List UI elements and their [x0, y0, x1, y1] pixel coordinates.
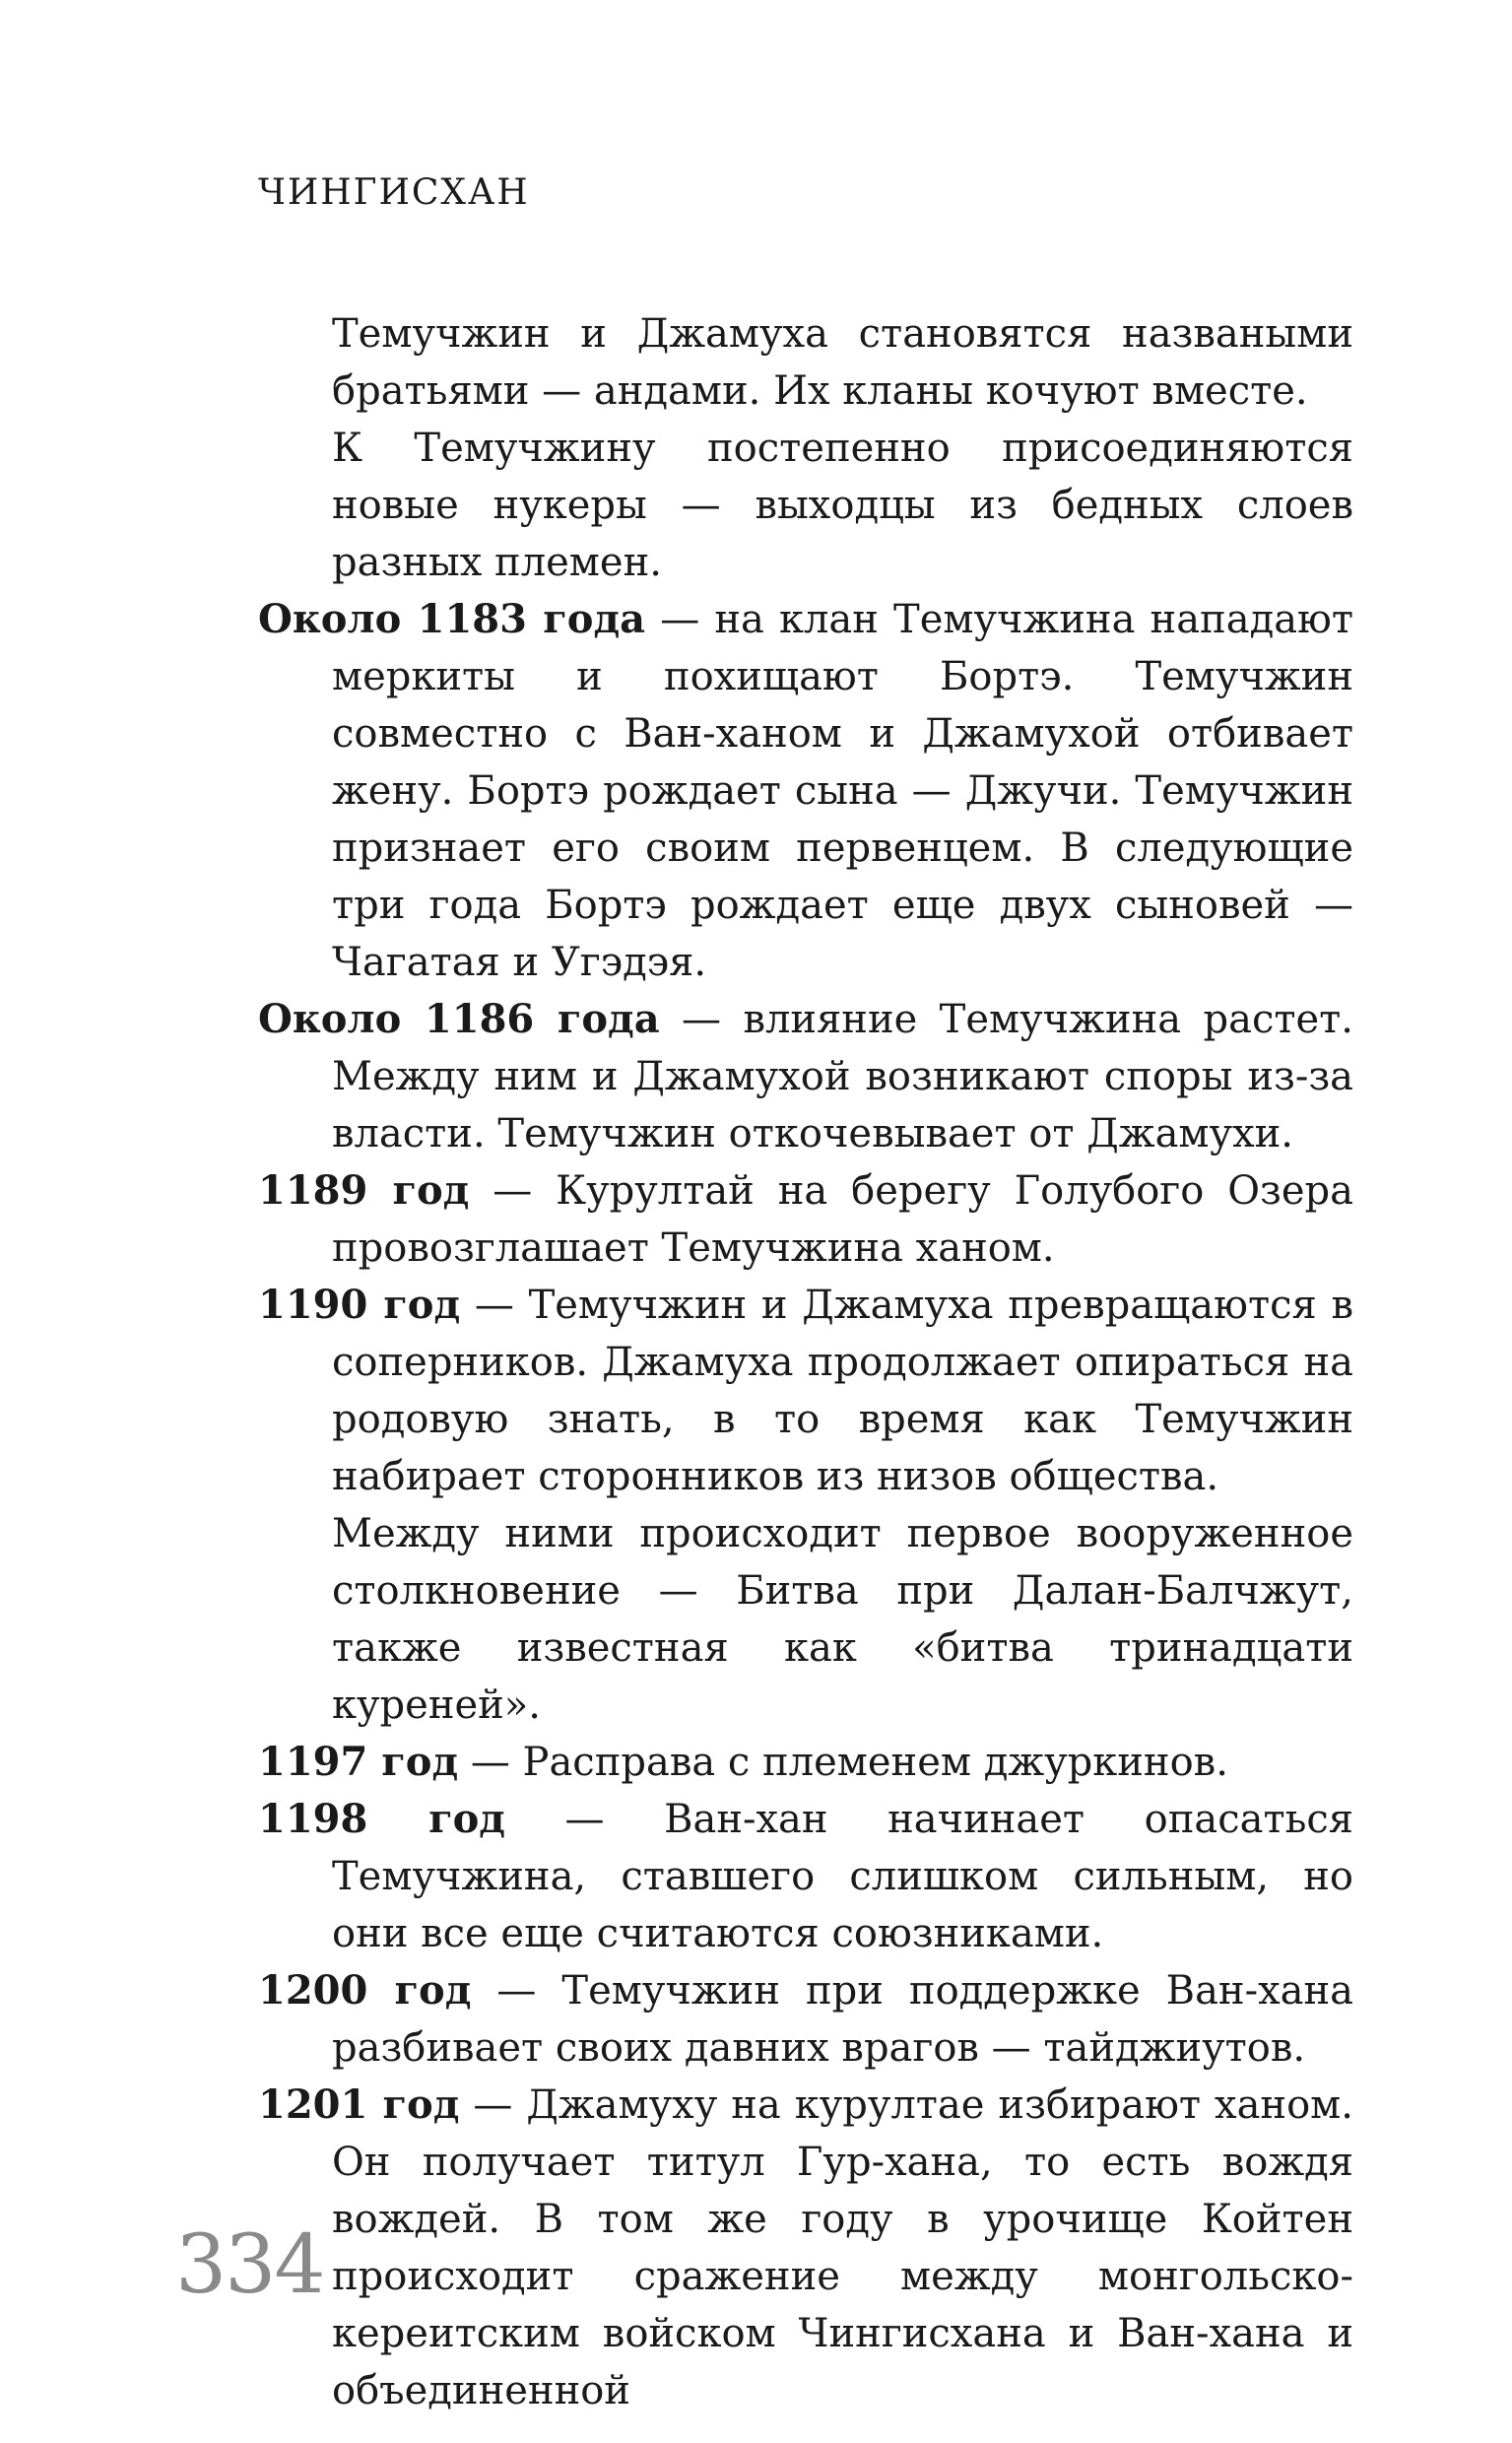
- entry-text: — Темучжин при поддержке Ван-хана разбивает своих давних врагов — тайджиутов.: [332, 1968, 1354, 2071]
- paragraph: [258, 420, 1353, 591]
- entry-date: 1189 год: [258, 1167, 470, 1214]
- entry-text: — Темучжин и Джамуха превращаются в соперников. Джамуха продолжает опираться на родовую знать, в то время как Темучжин набирает сторонников из низов общества.: [332, 1283, 1353, 1499]
- entry-date: 1200 год: [258, 1967, 472, 2014]
- paragraph: [258, 1505, 1353, 1734]
- entry-text: — Ван-хан начинает опасаться Темучжина, ставшего слишком сильным, но они все еще считаются союзниками.: [332, 1797, 1353, 1956]
- entry-date: 1197 год: [258, 1739, 459, 1785]
- chronology-text: [258, 305, 1353, 2419]
- chronology-entry: [258, 1734, 1353, 1791]
- entry-date: 1190 год: [258, 1282, 461, 1328]
- entry-text: — влияние Темучжина растет. Между ним и Джамухой возникают споры из-за власти. Темучжин откочевывает от Джамухи.: [332, 997, 1353, 1156]
- entry-text: — Расправа с племенем джуркинов.: [458, 1740, 1228, 1785]
- entry-date: Около 1183 года: [258, 596, 646, 642]
- paragraph-text: Темучжин и Джамуха становятся назваными братьями — андами. Их кланы кочуют вместе.: [332, 311, 1353, 414]
- chronology-entry: [258, 991, 1353, 1162]
- entry-date: 1198 год: [258, 1796, 505, 1842]
- chronology-entry: [258, 591, 1353, 991]
- entry-text: — Джамуху на курултае избирают ханом. Он получает титул Гур-хана, то есть вождя вождей. В том же году в урочище Койтен происходит сражение между монгольско-кереитским войском Чингисхана и Ван-хана и объединенной: [332, 2082, 1353, 2413]
- chronology-entry: [258, 1791, 1353, 1962]
- paragraph-text: К Темучжину постепенно присоединяются новые нукеры — выходцы из бедных слоев разных племен.: [332, 426, 1353, 585]
- chronology-entry: [258, 1162, 1353, 1277]
- running-head: ЧИНГИСХАН: [258, 172, 530, 213]
- paragraph: [258, 305, 1353, 420]
- chronology-entry: [258, 1962, 1353, 2077]
- page-number: 334: [175, 2218, 324, 2312]
- paragraph-text: Между ними происходит первое вооруженное столкновение — Битва при Далан-Балчжут, также известная как «битва тринадцати куреней».: [332, 1511, 1353, 1728]
- chronology-entry: [258, 2077, 1353, 2419]
- entry-date: 1201 год: [258, 2081, 460, 2128]
- entry-date: Около 1186 года: [258, 996, 660, 1042]
- chronology-entry: [258, 1277, 1353, 1505]
- entry-text: — на клан Темучжина нападают меркиты и похищают Бортэ. Темучжин совместно с Ван-ханом и Джамухой отбивает жену. Бортэ рождает сына — Джучи. Темучжин признает его своим первенцем. В следующие три года Бортэ рождает еще двух сыновей — Чагатая и Угэдэя.: [332, 597, 1353, 985]
- entry-text: — Курултай на берегу Голубого Озера провозглашает Темучжина ханом.: [332, 1168, 1353, 1271]
